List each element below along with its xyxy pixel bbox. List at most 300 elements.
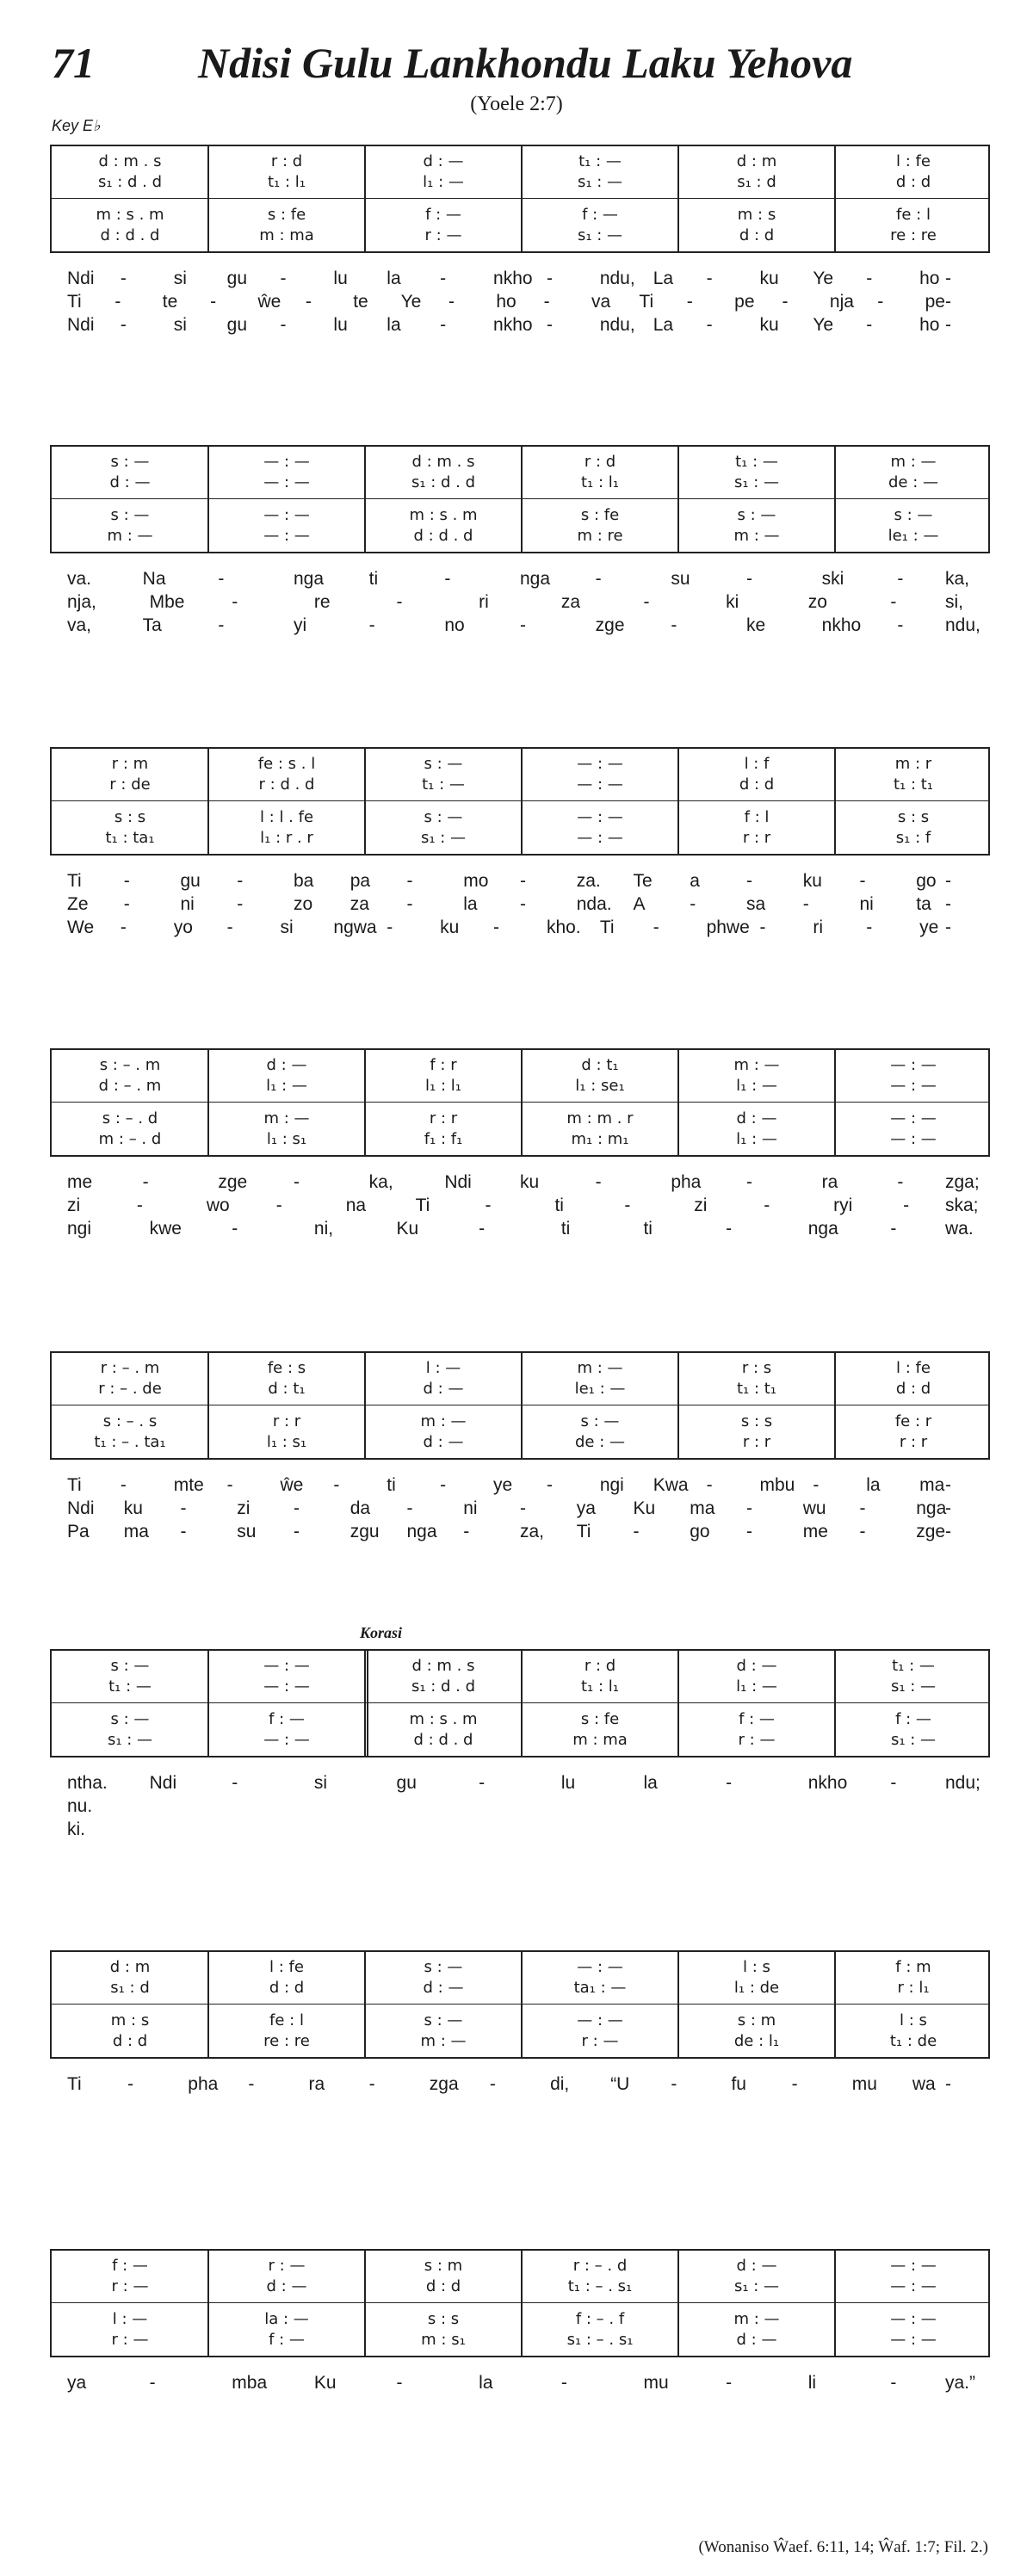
- syllable-hyphen: -: [520, 1498, 526, 1518]
- lyric-line: [50, 1172, 990, 1195]
- lyric-syllable: ka,: [368, 1172, 393, 1192]
- solfa-note: d : m . s: [411, 1657, 475, 1675]
- music-system: [50, 1649, 990, 1843]
- solfa-note: m : ma: [572, 1731, 628, 1749]
- lyric-syllable: Ti: [576, 1522, 591, 1541]
- syllable-hyphen: -: [232, 1773, 238, 1793]
- solfa-note: — : —: [577, 775, 623, 794]
- solfa-note: s : – . s: [102, 1412, 158, 1430]
- lyric-line: [50, 894, 990, 917]
- solfa-note: — : —: [577, 808, 623, 826]
- solfa-note: m : s: [737, 206, 776, 224]
- lyric-syllable: lu: [333, 315, 348, 335]
- lyric-syllable: ye: [919, 917, 939, 937]
- music-system: [50, 2249, 990, 2396]
- solfa-note: r : – . de: [98, 1380, 162, 1398]
- solfa-note: l₁ : s₁: [266, 1130, 307, 1148]
- solfa-note: r : m: [111, 755, 149, 773]
- lyric-syllable: Ndi: [67, 269, 95, 288]
- solfa-note: r : r: [272, 1412, 301, 1430]
- solfa-note: — : —: [263, 473, 310, 491]
- lyric-syllable: wa: [912, 2074, 936, 2094]
- syllable-hyphen: -: [120, 269, 127, 288]
- music-system: [50, 445, 990, 639]
- solfa-note: r : —: [424, 226, 462, 244]
- lyric-syllable: nja,: [67, 592, 96, 612]
- solfa-note: l₁ : r . r: [260, 829, 313, 847]
- lyric-syllable: ra: [308, 2074, 325, 2094]
- syllable-hyphen: -: [142, 1172, 149, 1192]
- solfa-note: fe : r: [894, 1412, 932, 1430]
- syllable-hyphen: -: [396, 2373, 403, 2393]
- lyric-syllable: ta: [916, 894, 931, 914]
- lyric-syllable: Ti: [415, 1195, 430, 1215]
- solfa-note: m : r: [894, 755, 932, 773]
- solfa-note: m : – . d: [98, 1130, 162, 1148]
- lyric-syllable: Ndi: [67, 315, 95, 335]
- song-title: Ndisi Gulu Lankhondu Laku Yehova: [198, 39, 853, 87]
- syllable-hyphen: -: [305, 292, 312, 312]
- solfa-note: de : —: [574, 1433, 625, 1451]
- lyric-syllable: pe: [734, 292, 755, 312]
- staff-divider: [52, 2004, 988, 2005]
- solfa-note: d : t₁: [268, 1380, 306, 1398]
- lyric-syllable: ku: [123, 1498, 143, 1518]
- syllable-hyphen: -: [859, 871, 866, 891]
- lyric-syllable: zo: [294, 894, 313, 914]
- lyric-syllable: ŵe: [280, 1475, 304, 1495]
- lyric-syllable: Ti: [639, 292, 654, 312]
- solfa-note: d : d . d: [100, 226, 160, 244]
- syllable-hyphen: -: [706, 1475, 713, 1495]
- solfa-note: d : d: [425, 2277, 461, 2295]
- chorus-label: Korasi: [360, 1624, 403, 1641]
- lyric-syllable: Mbe: [149, 592, 185, 612]
- solfa-note: s₁ : —: [890, 1677, 937, 1696]
- lyric-syllable: ku: [520, 1172, 540, 1192]
- solfa-staff: [50, 1351, 990, 1460]
- syllable-hyphen: -: [120, 917, 127, 937]
- lyric-syllable: ntha.: [67, 1773, 108, 1793]
- solfa-note: s₁ : d . d: [97, 173, 163, 191]
- solfa-note: f : —: [425, 206, 461, 224]
- lyric-syllable: kho.: [546, 917, 581, 937]
- syllable-hyphen: -: [813, 1475, 820, 1495]
- solfa-note: t₁ : l₁: [581, 1677, 619, 1696]
- solfa-note: d : —: [736, 2257, 777, 2275]
- syllable-hyphen: -: [866, 917, 873, 937]
- lyric-syllable: ndu,: [945, 615, 980, 635]
- solfa-note: t₁ : l₁: [581, 473, 619, 491]
- syllable-hyphen: -: [890, 592, 897, 612]
- lyric-syllable: su: [671, 569, 690, 589]
- syllable-hyphen: -: [180, 1522, 187, 1541]
- solfa-note: m : ma: [259, 226, 314, 244]
- music-system: [50, 1351, 990, 1545]
- solfa-note: r : d: [584, 1657, 616, 1675]
- solfa-note: d : —: [423, 1979, 464, 1997]
- syllable-hyphen: -: [210, 292, 217, 312]
- syllable-hyphen: -: [493, 917, 500, 937]
- solfa-note: m : s . m: [409, 506, 478, 524]
- solfa-note: f : —: [739, 1710, 775, 1728]
- lyric-syllable: zi: [694, 1195, 708, 1215]
- syllable-hyphen: -: [226, 917, 233, 937]
- syllable-hyphen: -: [232, 1219, 238, 1239]
- solfa-note: m : s . m: [409, 1710, 478, 1728]
- solfa-note: d : d: [269, 1979, 305, 1997]
- lyric-syllable: pe: [925, 292, 945, 312]
- lyric-syllable: za.: [576, 871, 601, 891]
- syllable-hyphen: -: [294, 1172, 300, 1192]
- syllable-hyphen: -: [706, 315, 713, 335]
- syllable-hyphen: -: [237, 871, 244, 891]
- solfa-note: s₁ : —: [890, 1731, 937, 1749]
- lyric-syllable: si: [173, 269, 187, 288]
- solfa-note: f : —: [112, 2257, 148, 2275]
- lyric-line: [50, 917, 990, 941]
- syllable-hyphen: -: [897, 615, 904, 635]
- music-system: [50, 1950, 990, 2097]
- syllable-hyphen: -: [859, 1498, 866, 1518]
- solfa-note: s₁ : d: [737, 173, 776, 191]
- lyric-syllable: Ti: [67, 1475, 82, 1495]
- lyric-syllable: Kwa: [653, 1475, 689, 1495]
- lyric-syllable: ni: [463, 1498, 478, 1518]
- syllable-hyphen: -: [333, 1475, 340, 1495]
- solfa-note: r : d: [270, 152, 303, 170]
- solfa-note: r : – . d: [572, 2257, 628, 2275]
- solfa-staff: [50, 747, 990, 856]
- solfa-note: f₁ : f₁: [424, 1130, 463, 1148]
- lyric-syllable: ka,: [945, 569, 970, 589]
- syllable-hyphen: -: [294, 1498, 300, 1518]
- solfa-note: m : —: [733, 527, 780, 545]
- lyrics-block: [50, 1475, 990, 1545]
- lyric-syllable: si: [313, 1773, 328, 1793]
- solfa-note: le₁ : —: [574, 1380, 626, 1398]
- syllable-hyphen: -: [406, 894, 413, 914]
- lyric-syllable: no: [444, 615, 465, 635]
- solfa-note: l : fe: [269, 1958, 304, 1976]
- lyric-syllable: si: [173, 315, 187, 335]
- syllable-hyphen: -: [595, 1172, 602, 1192]
- syllable-hyphen: -: [546, 269, 553, 288]
- solfa-note: d : d: [739, 775, 775, 794]
- lyric-syllable: gu: [226, 315, 247, 335]
- lyric-syllable: ti: [387, 1475, 396, 1495]
- syllable-hyphen: -: [945, 894, 951, 914]
- solfa-note: — : —: [577, 755, 623, 773]
- lyric-line: [50, 292, 990, 315]
- lyric-syllable: za,: [520, 1522, 545, 1541]
- solfa-note: l₁ : —: [266, 1077, 307, 1095]
- solfa-note: s : —: [110, 506, 150, 524]
- solfa-note: s : fe: [580, 1710, 620, 1728]
- lyric-line: [50, 1498, 990, 1522]
- solfa-note: m : —: [107, 527, 153, 545]
- lyric-syllable: ngwa: [333, 917, 377, 937]
- solfa-note: la : —: [264, 2310, 309, 2328]
- lyric-line: [50, 1522, 990, 1545]
- solfa-note: d : —: [736, 2331, 777, 2349]
- syllable-hyphen: -: [479, 1219, 486, 1239]
- lyric-syllable: fu: [731, 2074, 746, 2094]
- syllable-hyphen: -: [890, 1773, 897, 1793]
- syllable-hyphen: -: [945, 269, 951, 288]
- syllable-hyphen: -: [706, 269, 713, 288]
- solfa-note: s : s: [114, 808, 146, 826]
- lyric-syllable: wo: [206, 1195, 230, 1215]
- solfa-note: fe : s . l: [257, 755, 316, 773]
- solfa-note: d : —: [423, 1380, 464, 1398]
- lyric-syllable: ndu,: [599, 269, 635, 288]
- solfa-note: m : —: [420, 1412, 467, 1430]
- lyric-syllable: pa: [349, 871, 371, 891]
- syllable-hyphen: -: [440, 315, 447, 335]
- lyric-syllable: nga: [406, 1522, 437, 1541]
- lyric-syllable: ye: [493, 1475, 513, 1495]
- syllable-hyphen: -: [368, 615, 375, 635]
- solfa-note: r : —: [738, 1731, 776, 1749]
- syllable-hyphen: -: [123, 894, 130, 914]
- lyrics-block: [50, 1172, 990, 1242]
- syllable-hyphen: -: [463, 1522, 470, 1541]
- syllable-hyphen: -: [440, 1475, 447, 1495]
- syllable-hyphen: -: [945, 1475, 951, 1495]
- solfa-note: t₁ : de: [889, 2032, 937, 2050]
- syllable-hyphen: -: [671, 2074, 677, 2094]
- lyric-syllable: ri: [479, 592, 489, 612]
- solfa-note: s₁ : d: [110, 1979, 150, 1997]
- syllable-hyphen: -: [387, 917, 393, 937]
- syllable-hyphen: -: [653, 917, 659, 937]
- solfa-note: d : d: [739, 226, 775, 244]
- syllable-hyphen: -: [633, 1522, 640, 1541]
- lyric-syllable: ho: [919, 315, 940, 335]
- syllable-hyphen: -: [280, 269, 287, 288]
- solfa-note: d : d . d: [413, 1731, 473, 1749]
- solfa-note: d : m . s: [411, 453, 475, 471]
- solfa-note: s : —: [737, 506, 776, 524]
- solfa-note: t₁ : —: [422, 775, 465, 794]
- lyric-syllable: te: [162, 292, 178, 312]
- lyrics-block: [50, 871, 990, 941]
- lyric-syllable: ba: [294, 871, 314, 891]
- syllable-hyphen: -: [877, 292, 884, 312]
- lyric-line: [50, 569, 990, 592]
- lyric-syllable: nkho: [493, 315, 533, 335]
- solfa-staff: [50, 2249, 990, 2357]
- lyric-syllable: va.: [67, 569, 92, 589]
- solfa-note: s₁ : f: [895, 829, 931, 847]
- lyrics-block: [50, 269, 990, 338]
- syllable-hyphen: -: [890, 1219, 897, 1239]
- syllable-hyphen: -: [791, 2074, 798, 2094]
- syllable-hyphen: -: [746, 1522, 752, 1541]
- solfa-note: s : —: [894, 506, 933, 524]
- staff-divider: [52, 1702, 988, 1703]
- lyrics-block: [50, 1773, 990, 1843]
- solfa-note: t₁ : t₁: [893, 775, 934, 794]
- solfa-note: — : —: [263, 506, 310, 524]
- lyric-syllable: lu: [333, 269, 348, 288]
- syllable-hyphen: -: [489, 2074, 496, 2094]
- key-signature: Key E♭: [52, 117, 101, 134]
- lyric-syllable: Ye: [400, 292, 422, 312]
- lyric-syllable: za: [560, 592, 580, 612]
- lyric-syllable: nkho: [807, 1773, 848, 1793]
- lyric-syllable: ya: [576, 1498, 596, 1518]
- lyric-syllable: Ti: [599, 917, 615, 937]
- lyric-syllable: go: [916, 871, 937, 891]
- lyric-syllable: na: [345, 1195, 367, 1215]
- lyric-syllable: La: [653, 315, 674, 335]
- syllable-hyphen: -: [120, 315, 127, 335]
- solfa-note: l : s: [900, 2011, 927, 2029]
- solfa-note: r : —: [111, 2331, 149, 2349]
- lyric-syllable: te: [353, 292, 368, 312]
- syllable-hyphen: -: [690, 894, 696, 914]
- lyric-syllable: wa.: [945, 1219, 974, 1239]
- syllable-hyphen: -: [686, 292, 693, 312]
- syllable-hyphen: -: [448, 292, 455, 312]
- syllable-hyphen: -: [903, 1195, 910, 1215]
- solfa-note: m : s . m: [96, 206, 164, 224]
- solfa-note: s : fe: [580, 506, 620, 524]
- solfa-note: r : r: [429, 1109, 458, 1127]
- solfa-note: l₁ : de: [733, 1979, 780, 1997]
- syllable-hyphen: -: [520, 615, 526, 635]
- solfa-note: — : —: [890, 2331, 937, 2349]
- lyric-syllable: zga: [429, 2074, 459, 2094]
- lyric-syllable: pha: [188, 2074, 219, 2094]
- syllable-hyphen: -: [237, 894, 244, 914]
- lyric-syllable: nkho: [493, 269, 533, 288]
- music-system: [50, 1048, 990, 1242]
- solfa-note: s : m: [737, 2011, 776, 2029]
- lyric-syllable: sa: [746, 894, 766, 914]
- lyric-syllable: ho: [496, 292, 516, 312]
- syllable-hyphen: -: [406, 871, 413, 891]
- lyric-syllable: ki.: [67, 1819, 85, 1839]
- syllable-hyphen: -: [479, 1773, 486, 1793]
- syllable-hyphen: -: [546, 315, 553, 335]
- solfa-note: d : —: [736, 1109, 777, 1127]
- lyric-line: [50, 592, 990, 615]
- staff-divider: [52, 1102, 988, 1103]
- solfa-note: r : d . d: [258, 775, 315, 794]
- syllable-hyphen: -: [890, 2373, 897, 2393]
- lyric-syllable: ti: [560, 1219, 571, 1239]
- solfa-note: l : l . fe: [259, 808, 314, 826]
- syllable-hyphen: -: [746, 1498, 752, 1518]
- solfa-note: — : —: [890, 1130, 937, 1148]
- solfa-note: s : —: [424, 1958, 463, 1976]
- lyric-syllable: Te: [633, 871, 653, 891]
- syllable-hyphen: -: [123, 871, 130, 891]
- lyric-syllable: la: [387, 315, 401, 335]
- lyric-syllable: phwe: [706, 917, 750, 937]
- syllable-hyphen: -: [746, 569, 752, 589]
- lyric-syllable: “U: [610, 2074, 630, 2094]
- solfa-note: d : d: [112, 2032, 148, 2050]
- lyric-syllable: gu: [180, 871, 201, 891]
- lyric-syllable: yi: [294, 615, 307, 635]
- lyric-syllable: zi: [237, 1498, 251, 1518]
- solfa-note: — : —: [890, 2310, 937, 2328]
- syllable-hyphen: -: [127, 2074, 134, 2094]
- lyric-syllable: pha: [671, 1172, 702, 1192]
- lyric-syllable: mo: [463, 871, 489, 891]
- lyric-syllable: ke: [746, 615, 766, 635]
- solfa-note: l : —: [112, 2310, 148, 2328]
- lyric-syllable: yo: [173, 917, 193, 937]
- lyric-syllable: zi: [67, 1195, 81, 1215]
- lyric-syllable: di,: [550, 2074, 570, 2094]
- syllable-hyphen: -: [726, 1219, 733, 1239]
- syllable-hyphen: -: [859, 1522, 866, 1541]
- lyric-syllable: kwe: [149, 1219, 182, 1239]
- solfa-note: m : —: [890, 453, 937, 471]
- solfa-note: s : – . m: [99, 1056, 161, 1074]
- lyric-syllable: va: [591, 292, 611, 312]
- lyric-syllable: zo: [807, 592, 827, 612]
- lyric-syllable: mu: [643, 2373, 669, 2393]
- song-number: 71: [52, 39, 95, 87]
- syllable-hyphen: -: [280, 315, 287, 335]
- lyric-syllable: mba: [232, 2373, 268, 2393]
- lyric-line: [50, 1819, 990, 1843]
- lyric-syllable: mte: [173, 1475, 204, 1495]
- syllable-hyphen: -: [444, 569, 451, 589]
- lyric-syllable: gu: [226, 269, 247, 288]
- solfa-note: l₁ : —: [736, 1130, 777, 1148]
- footnote: (Wonaniso Ŵaef. 6:11, 14; Ŵaf. 1:7; Fil. 2.): [698, 2538, 988, 2556]
- solfa-note: s₁ : —: [733, 2277, 780, 2295]
- lyric-syllable: We: [67, 917, 95, 937]
- lyric-syllable: Ku: [633, 1498, 656, 1518]
- lyric-syllable: ho: [919, 269, 940, 288]
- syllable-hyphen: -: [543, 292, 550, 312]
- solfa-note: r : d: [584, 453, 616, 471]
- syllable-hyphen: -: [945, 1498, 951, 1518]
- solfa-note: d : d: [895, 1380, 931, 1398]
- solfa-note: t₁ : ta₁: [105, 829, 155, 847]
- staff-divider: [52, 498, 988, 499]
- lyrics-block: [50, 2373, 990, 2396]
- lyric-syllable: li: [807, 2373, 817, 2393]
- syllable-hyphen: -: [218, 569, 225, 589]
- lyric-syllable: Ku: [396, 1219, 419, 1239]
- syllable-hyphen: -: [897, 1172, 904, 1192]
- syllable-hyphen: -: [624, 1195, 631, 1215]
- lyric-line: [50, 269, 990, 292]
- lyric-syllable: ya: [67, 2373, 87, 2393]
- syllable-hyphen: -: [746, 1172, 752, 1192]
- lyric-syllable: Ye: [813, 269, 834, 288]
- solfa-note: — : —: [890, 2277, 937, 2295]
- solfa-note: m : —: [263, 1109, 310, 1127]
- lyric-syllable: nga: [294, 569, 325, 589]
- syllable-hyphen: -: [945, 292, 951, 312]
- syllable-hyphen: -: [248, 2074, 255, 2094]
- solfa-note: t₁ : – . ta₁: [94, 1433, 166, 1451]
- solfa-note: — : —: [890, 1077, 937, 1095]
- solfa-note: r : —: [268, 2257, 306, 2275]
- solfa-note: m : —: [577, 1359, 623, 1377]
- lyric-syllable: Ku: [313, 2373, 337, 2393]
